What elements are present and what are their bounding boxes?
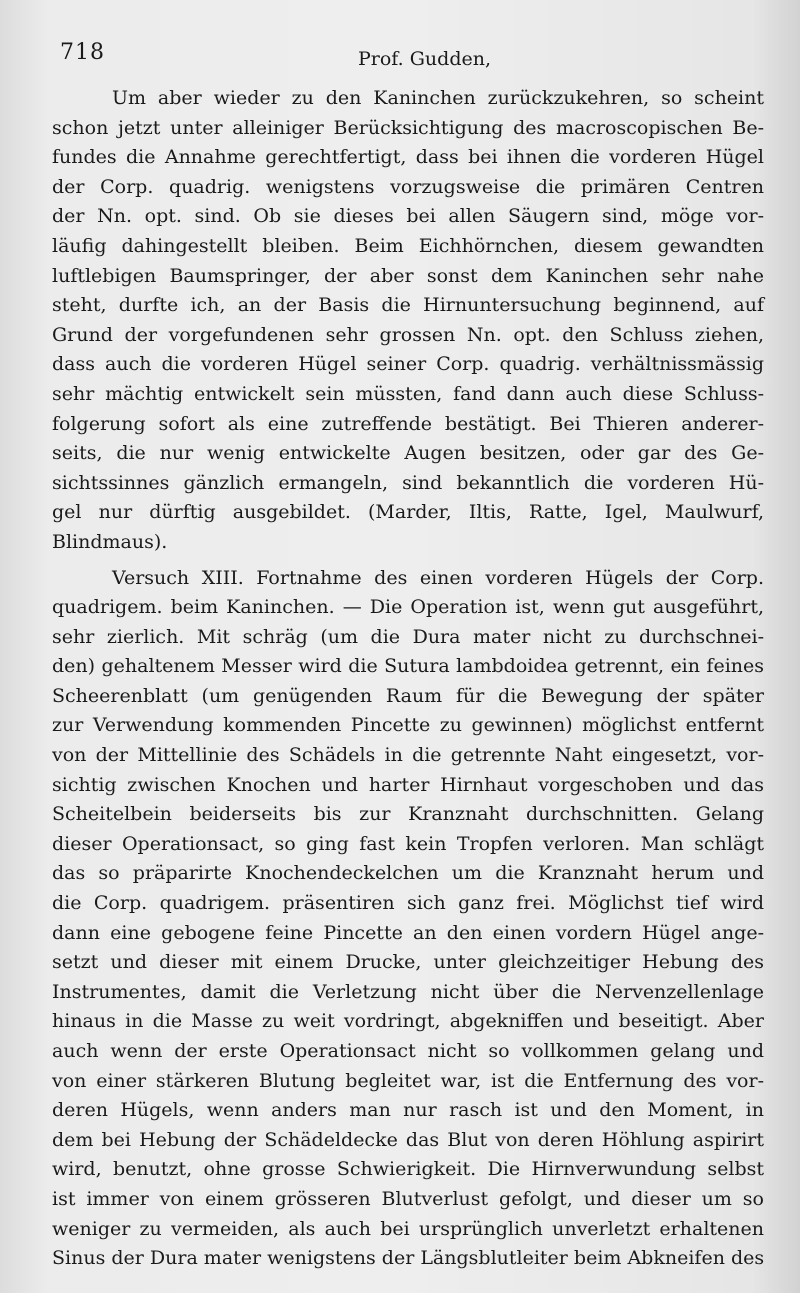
text-line: fundes die Annahme gerechtfertigt, dass bei ihnen die vorderen Hügel (52, 146, 764, 169)
text-line: Scheerenblatt (um genügenden Raum für die Bewegung der später (52, 684, 764, 707)
text-line: Instrumentes, damit die Verletzung nicht über die Nervenzellenlage (52, 980, 764, 1003)
paragraph (52, 564, 764, 1274)
text-line: läufig dahingestellt bleiben. Beim Eichhörnchen, diesem gewandten (52, 234, 764, 257)
text-line: weniger zu vermeiden, als auch bei ursprünglich unverletzt erhaltenen (52, 1217, 764, 1240)
text-line: Sinus der Dura mater wenigstens der Längsblutleiter beim Abkneifen des (52, 1247, 765, 1270)
text-line: setzt und dieser mit einem Drucke, unter gleichzeitiger Hebung des (52, 951, 764, 974)
text-line: luftlebigen Baumspringer, der aber sonst dem Kaninchen sehr nahe (52, 264, 764, 287)
text-line: der Nn. opt. sind. Ob sie dieses bei allen Säugern sind, möge vor- (52, 205, 764, 228)
text-line: quadrigem. beim Kaninchen. — Die Operation ist, wenn gut ausgeführt, (52, 596, 764, 619)
text-line: die Corp. quadrigem. präsentiren sich ganz frei. Möglichst tief wird (52, 892, 764, 915)
page-number: 718 (60, 40, 105, 65)
text-line: von der Mittellinie des Schädels in die getrennte Naht eingesetzt, vor- (52, 744, 764, 767)
text-line: Grund der vorgefundenen sehr grossen Nn. opt. den Schluss ziehen, (52, 323, 764, 346)
text-line: das so präparirte Knochendeckelchen um die Kranznaht herum und (52, 862, 764, 885)
text-line: Versuch XIII. Fortnahme des einen vorderen Hügels der Corp. (112, 566, 764, 589)
text-line: deren Hügels, wenn anders man nur rasch ist und den Moment, in (52, 1099, 764, 1122)
text-line: den) gehaltenem Messer wird die Sutura lambdoidea getrennt, ein feines (52, 655, 764, 678)
text-line: sehr mächtig entwickelt sein müssten, fand dann auch diese Schluss- (52, 382, 764, 405)
text-line: hinaus in die Masse zu weit vordringt, abgekniffen und beseitigt. Aber (52, 1010, 764, 1033)
text-line: sehr zierlich. Mit schräg (um die Dura mater nicht zu durchschnei- (52, 625, 764, 648)
text-line: dass auch die vorderen Hügel seiner Corp. quadrig. verhältnissmässig (52, 353, 764, 376)
text-line: Scheitelbein beiderseits bis zur Kranznaht durchschnitten. Gelang (52, 803, 764, 826)
text-line: Blindmaus). (52, 530, 168, 553)
running-head: Prof. Gudden, (358, 48, 491, 70)
text-line: dem bei Hebung der Schädeldecke das Blut von deren Höhlung aspirirt (52, 1128, 764, 1151)
page-header (60, 40, 760, 70)
text-line: wird, benutzt, ohne grosse Schwierigkeit. Die Hirnverwundung selbst (52, 1158, 764, 1181)
text-line: zur Verwendung kommenden Pincette zu gewinnen) möglichst entfernt (52, 714, 764, 737)
text-line: sichtig zwischen Knochen und harter Hirnhaut vorgeschoben und das (52, 773, 764, 796)
text-line: von einer stärkeren Blutung begleitet war, ist die Entfernung des vor- (52, 1069, 764, 1092)
body-text (52, 84, 764, 1274)
text-line: schon jetzt unter alleiniger Berücksichtigung des macroscopischen Be- (52, 116, 764, 139)
text-line: auch wenn der erste Operationsact nicht so vollkommen gelang und (52, 1040, 764, 1062)
text-line: gel nur dürftig ausgebildet. (Marder, Iltis, Ratte, Igel, Maulwurf, (52, 501, 764, 524)
text-line: Um aber wieder zu den Kaninchen zurückzukehren, so scheint (112, 87, 764, 109)
text-line: steht, durfte ich, an der Basis die Hirnuntersuchung beginnend, auf (52, 294, 764, 317)
text-line: ist immer von einem grösseren Blutverlust gefolgt, und dieser um so (52, 1187, 764, 1210)
text-line: der Corp. quadrig. wenigstens vorzugsweise die primären Centren (52, 175, 764, 198)
text-line: seits, die nur wenig entwickelte Augen besitzen, oder gar des Ge- (52, 442, 764, 465)
text-line: dann eine gebogene feine Pincette an den einen vordern Hügel ange- (52, 921, 764, 944)
text-line: sichtssinnes gänzlich ermangeln, sind bekanntlich die vorderen Hü- (52, 471, 764, 494)
text-line: folgerung sofort als eine zutreffende bestätigt. Bei Thieren anderer- (52, 412, 764, 435)
paragraph (52, 84, 764, 558)
text-line: dieser Operationsact, so ging fast kein Tropfen verloren. Man schlägt (52, 832, 764, 855)
